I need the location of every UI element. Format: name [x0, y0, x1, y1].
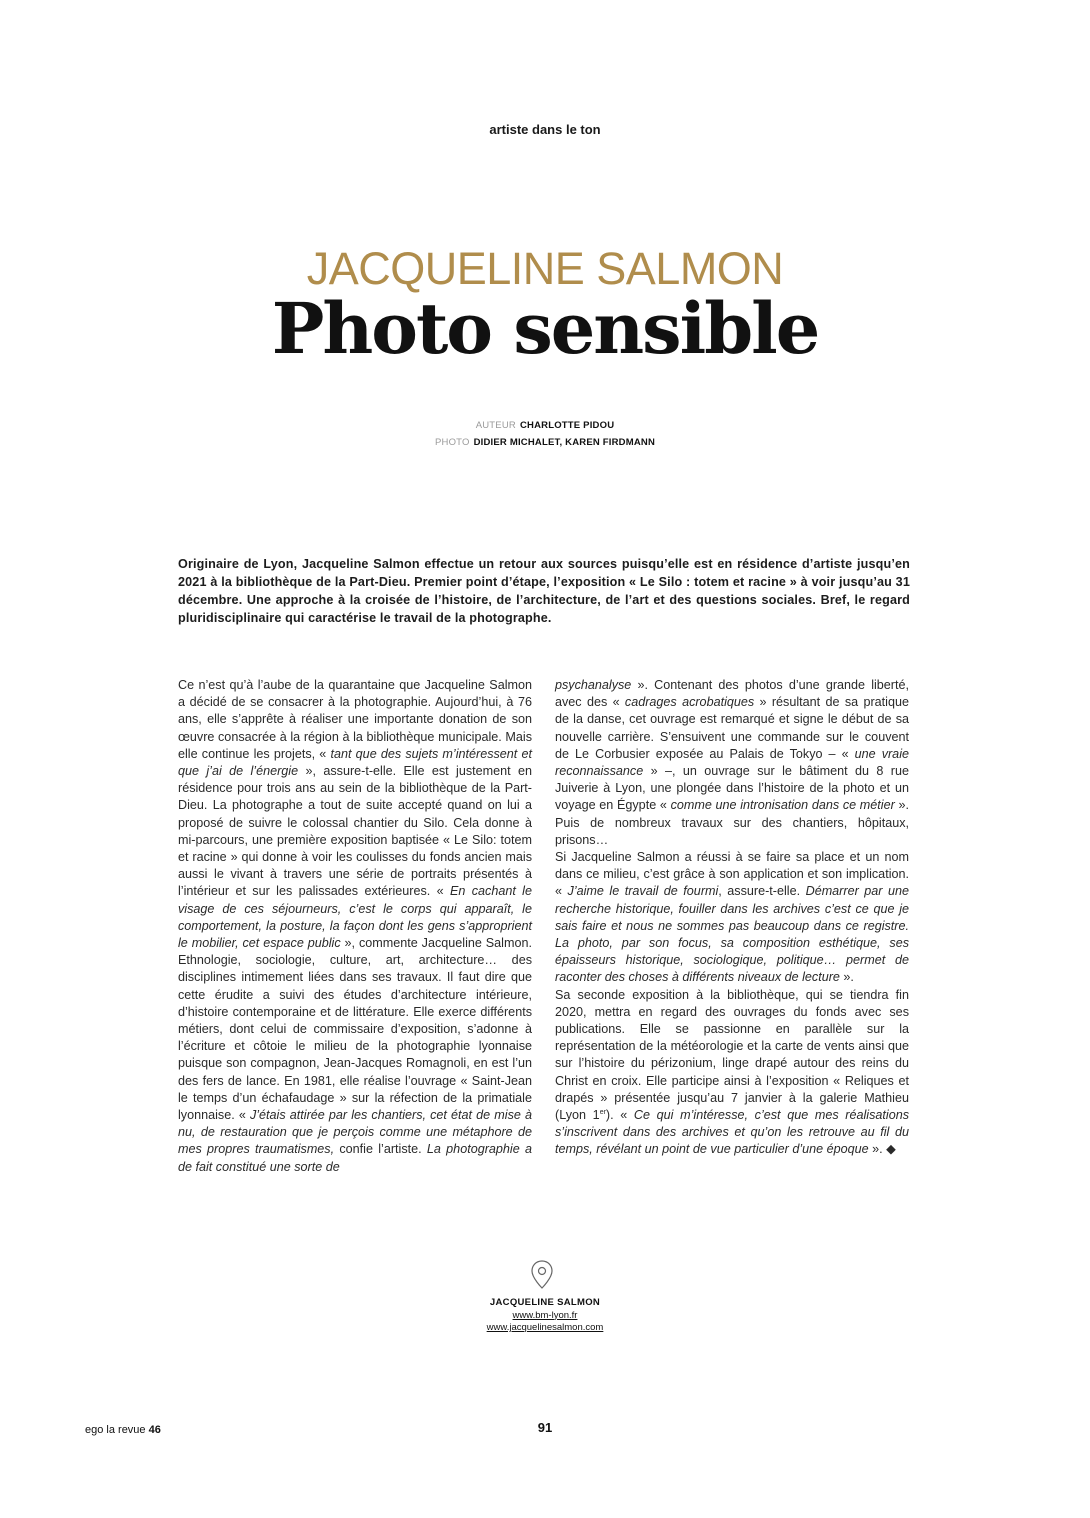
photo-label: PHOTO — [434, 437, 470, 448]
body-text: ). « — [605, 1108, 634, 1123]
body-text: » –, un ouvrage sur le bâtiment du 8 rue Juiverie à Lyon, une plongée dans l’histoire de la photo et un voyage en Égypte « — [555, 764, 909, 813]
magazine-name: ego la revue — [85, 1424, 146, 1436]
page-number: 91 — [537, 1420, 553, 1435]
author-credit — [0, 417, 1090, 434]
body-text: ». Contenant des photos d’une grande liberté, avec des « — [555, 678, 909, 710]
body-text: confie l’artiste. — [334, 1142, 427, 1157]
article-credits — [0, 417, 1090, 451]
body-text: , assure-t-elle. — [718, 884, 806, 899]
contact-name: JACQUELINE SALMON — [489, 1297, 601, 1308]
photo-credit — [0, 434, 1090, 451]
quote-text: Démarrer par une recherche historique, fouiller dans les archives c’est ce que je sais faire et nous ne sommes pas beaucoup dans ce registre. La photo, par son focus, sa composition esthétique, ses épaisseurs historique, sociologique, politique… permet de raconter des choses à différents niveaux de lecture — [555, 884, 909, 985]
section-rubric: artiste dans le ton — [489, 122, 601, 137]
superscript: er — [599, 1108, 606, 1116]
body-column-left — [178, 677, 532, 1176]
body-text: ». ◆ — [868, 1142, 896, 1157]
quote-text: La photographie a de fait constitué une sorte de — [178, 1142, 532, 1174]
body-text: Si Jacqueline Salmon a réussi à se faire sa place et un nom dans ce milieu, c’est grâce à son application et son implication. « — [555, 850, 909, 899]
quote-text: tant que des sujets m’intéressent et que j’ai de l’énergie — [178, 746, 532, 779]
quote-text: J’aime le travail de fourmi — [567, 884, 719, 899]
quote-text: psychanalyse — [555, 678, 632, 692]
body-column-right — [555, 677, 909, 1159]
issue-number: 46 — [148, 1424, 161, 1436]
body-text: Sa seconde exposition à la bibliothèque, qui se tiendra fin 2020, mettra en regard des ouvrages du fonds avec ses publications. Elle se passionne en parallèle sur la représentation de la météorologie et la carte de vents ainsi que sur l’histoire du périzonium, linge drapé autour des reins du Christ en croix. Elle participe ainsi à l’exposition « Reliques et drapés » présentée jusqu’au 7 janvier à la galerie Mathieu (Lyon 1 — [555, 987, 909, 1123]
author-name: CHARLOTTE PIDOU — [519, 420, 615, 431]
author-label: AUTEUR — [475, 420, 516, 431]
body-paragraph — [555, 987, 909, 1159]
body-paragraph — [178, 677, 532, 1176]
body-text: », assure-t-elle. Elle est justement en résidence pour trois ans au sein de la bibliothèque de la Part-Dieu. La photographe a tout de suite accepté quand on lui a proposé de suivre le colossal chantier du Silo. Cela donne à mi-parcours, une première exposition baptisée « Le Silo: totem et racine » qui donne à voir les coulisses du fonds ancien mais aussi le vivant à travers une série de portraits présentés à l’intérieur et sur les palissades extérieures. « — [178, 764, 532, 899]
body-text: ». Puis de nombreux travaux sur des chantiers, hôpitaux, prisons… — [555, 798, 909, 847]
quote-text: Ce qui m’intéresse, c’est que mes réalisations s’inscrivent dans des archives et qu’on les retrouve au fil du temps, révélant un point de vue particulier d’une époque — [555, 1108, 909, 1157]
website-link-bm-lyon[interactable]: www.bm-lyon.fr — [512, 1309, 578, 1321]
body-text: ». — [839, 970, 854, 985]
body-text: », commente Jacqueline Salmon. Ethnologie, sociologie, culture, art, architecture… des disciplines intimement liées dans ses travaux. Il faut dire que cette érudite a suivi des études d’architecture intérieure, d’histoire contemporaine et de littérature. Elle exerce différents métiers, dont celui de commissaire d’exposition, s’adonne à l’écriture et côtoie le milieu de la photographie lyonnaise puisque son compagnon, Jean-Jacques Romagnoli, en est l’un des fers de lance. En 1981, elle réalise l’ouvrage « Saint-Jean le temps d’un échafaudage » sur la réfection de la primatiale lyonnaise. « — [178, 936, 532, 1123]
quote-text: En cachant le visage de ces séjourneurs, c’est le corps qui apparaît, le comportement, la posture, la façon dont les gens s’approprient le mobilier, cet espace public — [178, 884, 532, 951]
body-paragraph — [555, 849, 909, 987]
photo-names: DIDIER MICHALET, KAREN FIRDMANN — [473, 437, 656, 448]
body-paragraph — [555, 677, 909, 849]
quote-text: J’étais attirée par les chantiers, cet état de mise à nu, de restauration que je perçois comme une métaphore de mes propres traumatismes, — [178, 1108, 532, 1157]
artist-name-title: JACQUELINE SALMON — [306, 243, 784, 294]
location-pin-icon — [530, 1260, 554, 1290]
body-text: Ce n’est qu’à l’aube de la quarantaine que Jacqueline Salmon a décidé de se consacrer à la photographie. Aujourd’hui, à 76 ans, elle s’apprête à réaliser une importante donation de son œuvre consacrée à la région à la bibliothèque municipale. Mais elle continue les projets, « — [178, 678, 532, 761]
quote-text: comme une intronisation dans ce métier — [670, 798, 895, 813]
contact-block — [0, 1297, 1090, 1335]
quote-text: une vraie reconnaissance — [555, 746, 909, 779]
website-link-artist[interactable]: www.jacquelinesalmon.com — [486, 1322, 604, 1333]
body-text: » résultant de sa pratique de la danse, cet ouvrage est remarqué et signe le début de sa nouvelle carrière. S’ensuivent une commande sur le couvent de Le Corbusier exposée au Palais de Tokyo – « — [555, 695, 909, 761]
article-headline: Photo sensible — [271, 287, 819, 370]
quote-text: cadrages acrobatiques — [624, 695, 755, 710]
article-lead: Originaire de Lyon, Jacqueline Salmon effectue un retour aux sources puisqu’elle est en résidence d’artiste jusqu’en 2021 à la bibliothèque de la Part-Dieu. Premier point d’étape, l’exposition « Le Silo : totem et racine » à voir jusqu’au 31 décembre. Une approche à la croisée de l’histoire, de l’architecture, de l’art et des questions sociales. Bref, le regard pluridisciplinaire qui caractérise le travail de la photographe. — [178, 557, 910, 625]
